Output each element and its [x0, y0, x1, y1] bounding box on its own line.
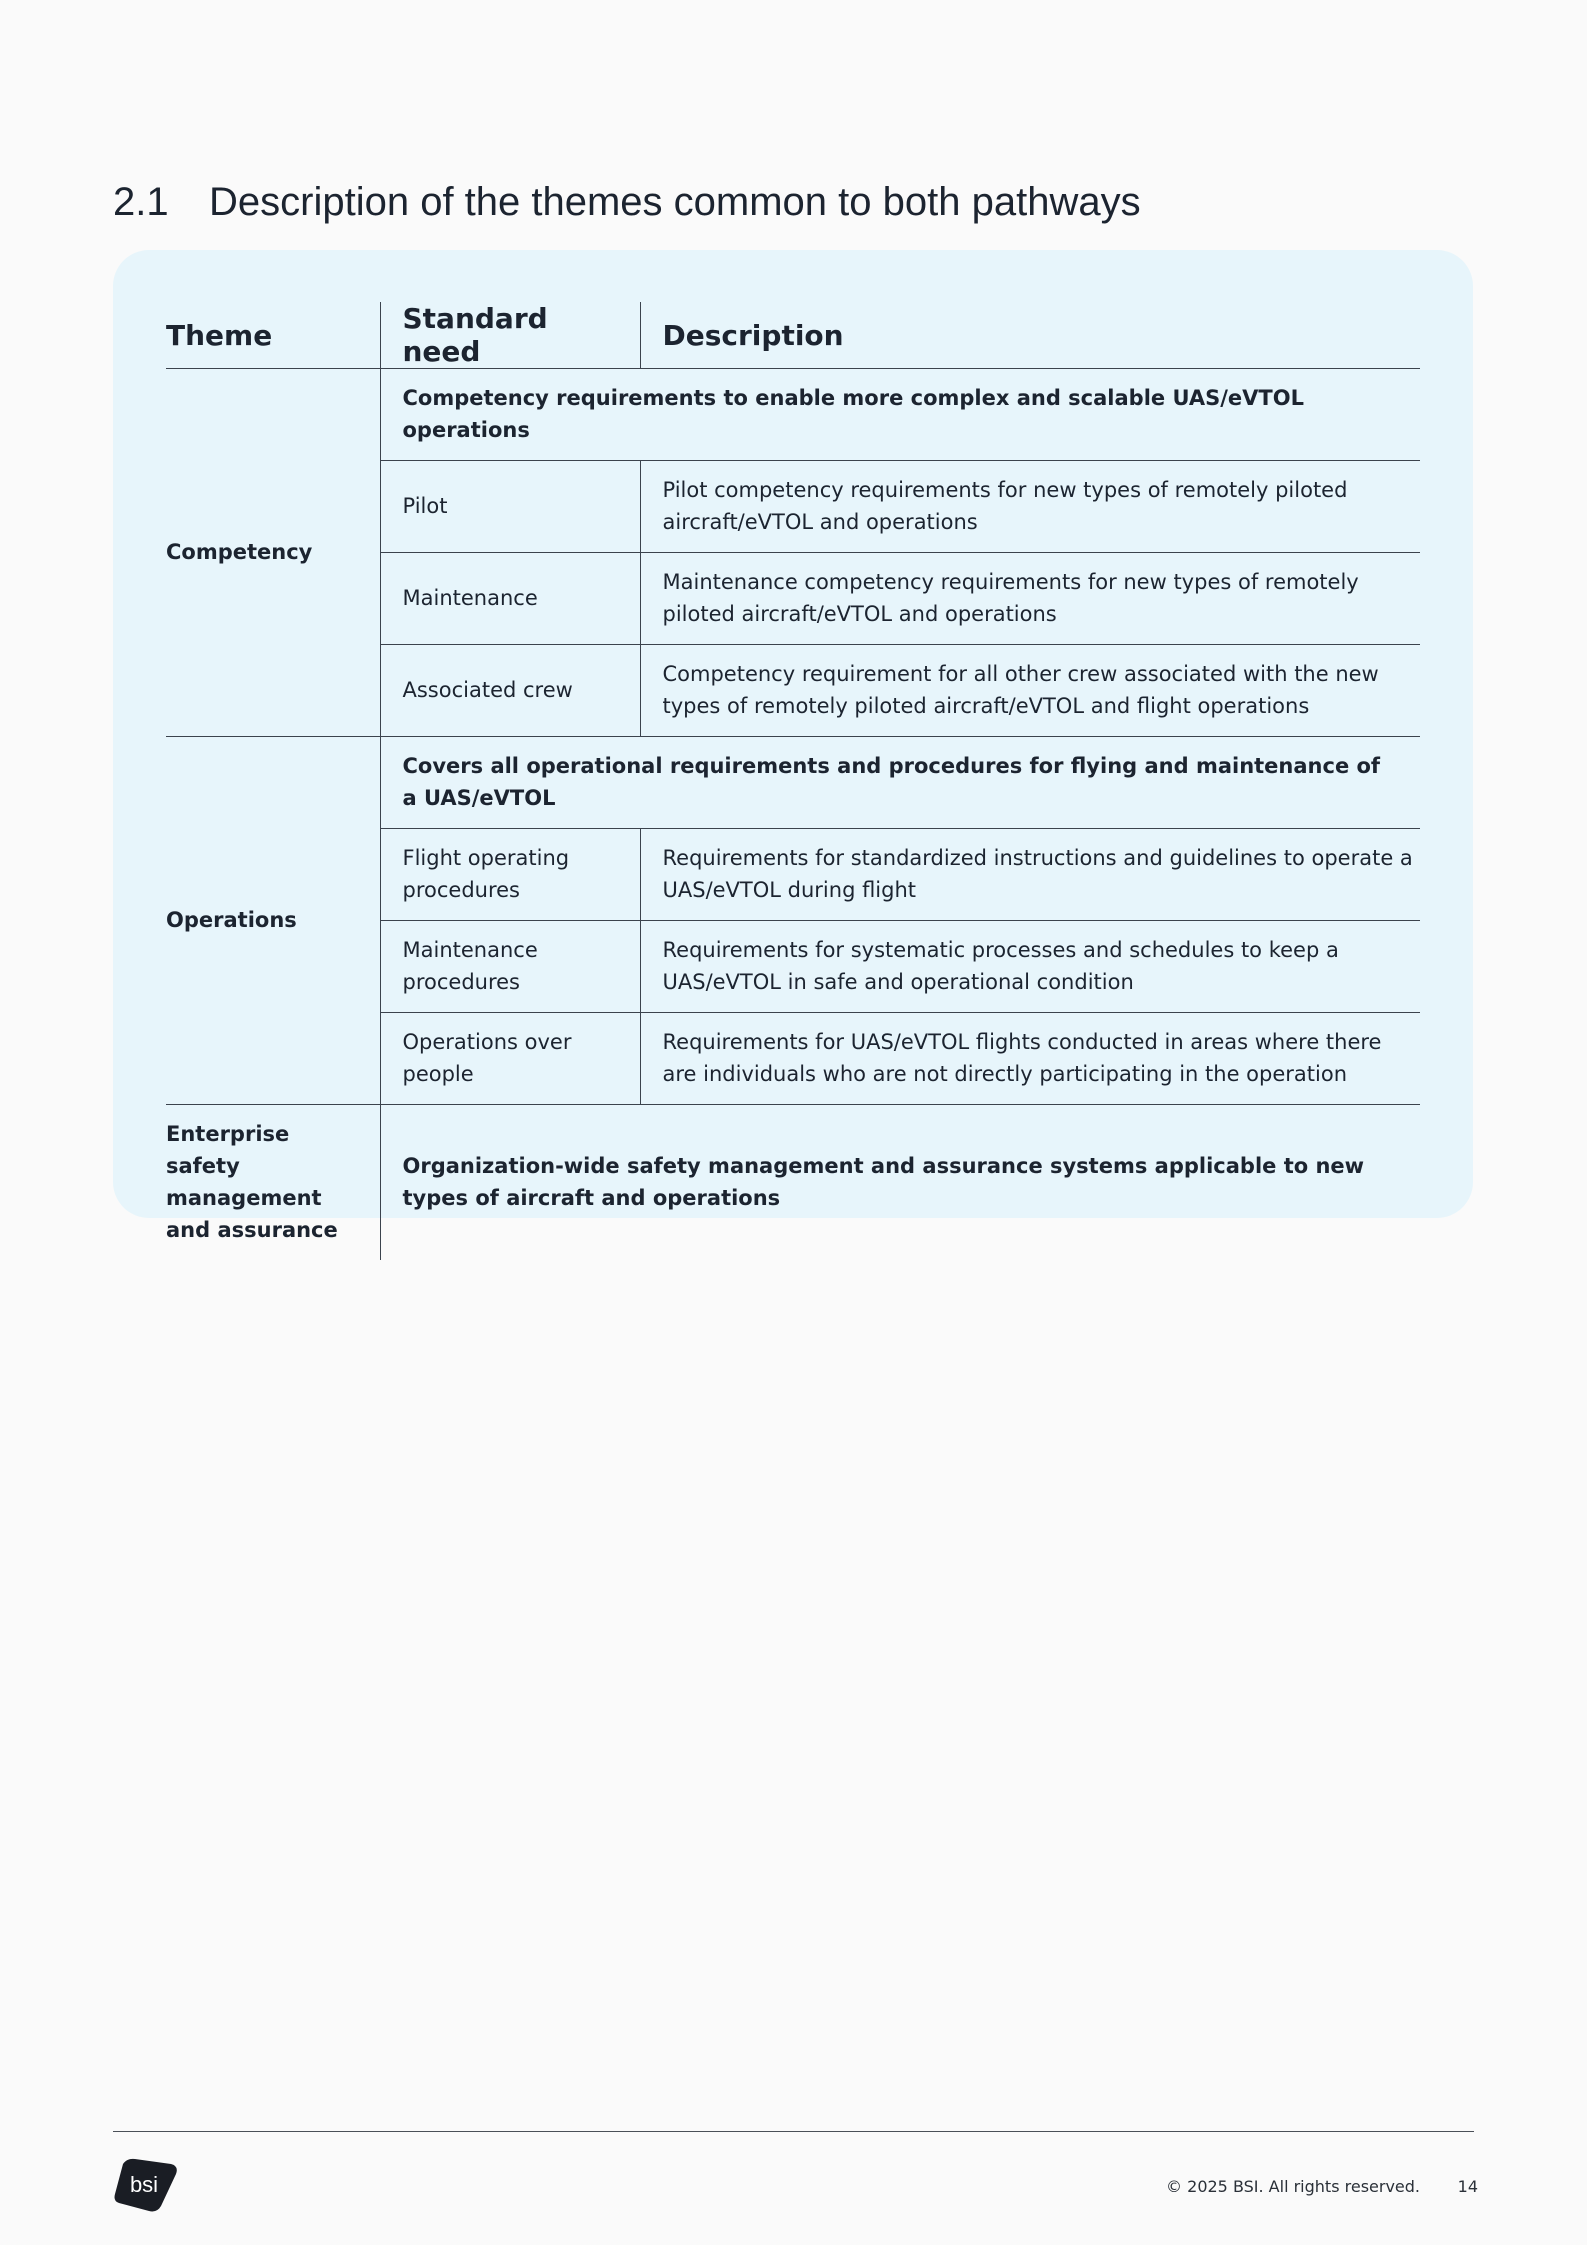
- description-cell: Requirements for systematic processes and schedules to keep a UAS/eVTOL in safe and operational condition: [640, 921, 1420, 1013]
- page-number: 14: [1457, 2177, 1478, 2196]
- standard-need-cell: Flight operating procedures: [380, 829, 640, 921]
- table-row: [166, 737, 1420, 829]
- standard-need-cell: Operations over people: [380, 1013, 640, 1105]
- logo-text: bsi: [129, 2172, 159, 2197]
- description-cell: Requirements for standardized instructions and guidelines to operate a UAS/eVTOL during flight: [640, 829, 1420, 921]
- themes-table: [166, 302, 1420, 1260]
- table-row: [166, 369, 1420, 461]
- enterprise-summary: Organization-wide safety management and assurance systems applicable to new types of aircraft and operations: [402, 1154, 1365, 1210]
- theme-competency: Competency: [166, 369, 380, 737]
- standard-need-cell: Maintenance procedures: [380, 921, 640, 1013]
- section-heading: [113, 176, 1141, 228]
- description-cell: Pilot competency requirements for new types of remotely piloted aircraft/eVTOL and operations: [640, 461, 1420, 553]
- theme-enterprise: Enterprise safety management and assurance: [166, 1105, 380, 1261]
- competency-summary: Competency requirements to enable more complex and scalable UAS/eVTOL operations: [380, 369, 1420, 461]
- standard-need-cell: Maintenance: [380, 553, 640, 645]
- table-header-row: [166, 302, 1420, 369]
- themes-panel: [113, 250, 1473, 1242]
- section-title: Description of the themes common to both pathways: [209, 180, 1141, 224]
- description-cell: Competency requirement for all other crew associated with the new types of remotely piloted aircraft/eVTOL and flight operations: [640, 645, 1420, 737]
- operations-summary: Covers all operational requirements and procedures for flying and maintenance of a UAS/eVTOL: [380, 737, 1420, 829]
- copyright-text: © 2025 BSI. All rights reserved.: [1166, 2177, 1420, 2196]
- section-number: 2.1: [113, 180, 169, 224]
- description-cell: Requirements for UAS/eVTOL flights conducted in areas where there are individuals who are not directly participating in the operation: [640, 1013, 1420, 1105]
- description-cell: Maintenance competency requirements for new types of remotely piloted aircraft/eVTOL and operations: [640, 553, 1420, 645]
- header-theme: Theme: [166, 302, 380, 369]
- bsi-logo: [113, 2156, 179, 2214]
- standard-need-cell: Pilot: [380, 461, 640, 553]
- footer-divider: [113, 2131, 1474, 2132]
- theme-operations: Operations: [166, 737, 380, 1105]
- header-description: Description: [640, 302, 1420, 369]
- table-row: [166, 1105, 1420, 1261]
- header-standard-need: Standard need: [380, 302, 640, 369]
- standard-need-cell: Associated crew: [380, 645, 640, 737]
